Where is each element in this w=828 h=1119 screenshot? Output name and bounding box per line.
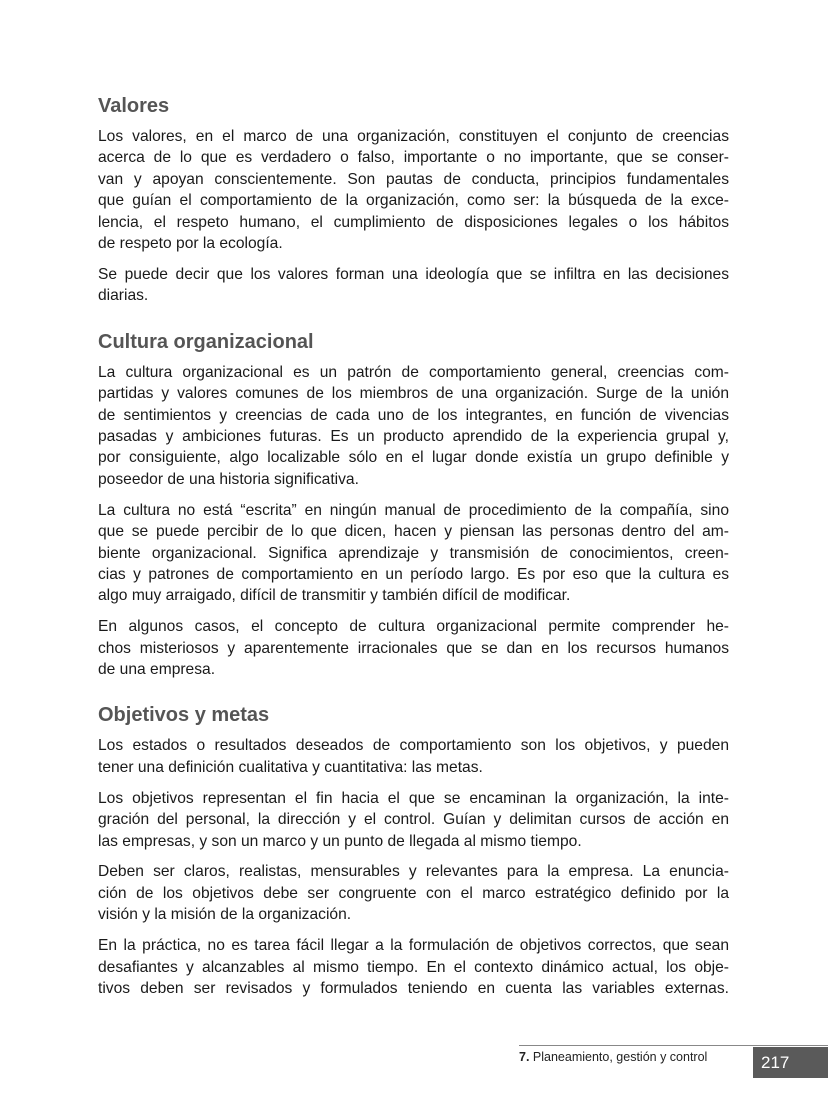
text-line: ción de los objetivos debe ser congruente con el marco estratégico definido por la <box>98 884 729 902</box>
text-line: poseedor de una historia significativa. <box>98 470 359 488</box>
text-line: Los valores, en el marco de una organización, constituyen el conjunto de creencias <box>98 128 729 145</box>
chapter-number: 7. <box>519 1050 530 1064</box>
text-line: tener una definición cualitativa y cuantitativa: las metas. <box>98 758 483 776</box>
text-line: pasadas y ambiciones futuras. Es un producto aprendido de la experiencia grupal y, <box>98 427 729 445</box>
section-heading: Cultura organizacional <box>98 330 314 353</box>
paragraph <box>98 788 729 852</box>
text-line: Se puede decir que los valores forman una ideología que se infiltra en las decisiones <box>98 265 729 283</box>
paragraph <box>98 362 729 490</box>
text-line: van y apoyan conscientemente. Son pautas de conducta, principios fundamentales <box>98 170 729 188</box>
text-line: que se puede percibir de lo que dicen, hacen y piensan las personas dentro del am- <box>98 523 729 541</box>
page-body <box>98 93 729 1021</box>
text-line: acerca de lo que es verdadero o falso, importante o no importante, que se conser- <box>98 149 729 167</box>
text-line: cias y patrones de comportamiento en un período largo. Es por eso que la cultura es <box>98 565 729 583</box>
text-line: La cultura no está “escrita” en ningún manual de procedimiento de la compañía, sino <box>98 501 729 519</box>
text-line: visión y la misión de la organización. <box>98 906 352 924</box>
text-line: algo muy arraigado, difícil de transmitir y también difícil de modificar. <box>98 587 571 605</box>
text-line: Los estados o resultados deseados de comportamiento son los objetivos, y pueden <box>98 737 729 755</box>
section-heading: Valores <box>98 95 170 117</box>
section-heading: Objetivos y metas <box>98 704 270 727</box>
text-line: La cultura organizacional es un patrón de comportamiento general, creencias com- <box>98 363 729 381</box>
paragraph <box>98 861 729 925</box>
text-line: lencia, el respeto humano, el cumplimiento de disposiciones legales o los hábitos <box>98 213 729 231</box>
text-line: que guían el comportamiento de la organización, como ser: la búsqueda de la exce- <box>98 192 729 210</box>
text-line: En algunos casos, el concepto de cultura organizacional permite comprender he- <box>98 618 729 636</box>
text-line: de sentimientos y creencias de cada uno de los integrantes, en función de vivencias <box>98 406 729 424</box>
paragraph <box>98 500 729 607</box>
text-line: gración del personal, la dirección y el control. Guían y delimitan cursos de acción en <box>98 811 729 829</box>
page-number: 217 <box>753 1047 828 1078</box>
paragraph <box>98 126 729 254</box>
text-line: por consiguiente, algo localizable sólo en el lugar donde existía un grupo definible y <box>98 449 729 467</box>
text-line: las empresas, y son un marco y un punto de llegada al mismo tiempo. <box>98 832 582 850</box>
text-line: chos misteriosos y aparentemente irracionales que se dan en los recursos humanos <box>98 639 729 657</box>
text-line: de respeto por la ecología. <box>98 235 283 253</box>
text-line: desafiantes y alcanzables al mismo tiempo. En el contexto dinámico actual, los obje- <box>98 958 729 976</box>
section <box>98 329 729 681</box>
running-footer <box>519 1050 707 1064</box>
paragraph <box>98 935 729 999</box>
footer-divider <box>519 1045 828 1046</box>
text-line: En la práctica, no es tarea fácil llegar a la formulación de objetivos correctos, que sean <box>98 937 729 955</box>
paragraph <box>98 616 729 680</box>
text-line: Los objetivos representan el fin hacia el que se encaminan la organización, la inte- <box>98 789 729 807</box>
paragraph <box>98 735 729 778</box>
text-line: partidas y valores comunes de los miembros de una organización. Surge de la unión <box>98 385 729 403</box>
section <box>98 702 729 999</box>
section <box>98 93 729 307</box>
text-line: Deben ser claros, realistas, mensurables y relevantes para la empresa. La enuncia- <box>98 863 729 881</box>
text-line: tivos deben ser revisados y formulados teniendo en cuenta las variables externas. <box>98 980 729 997</box>
text-line: de una empresa. <box>98 661 216 679</box>
paragraph <box>98 264 729 307</box>
text-line: biente organizacional. Significa aprendizaje y transmisión de conocimientos, creen- <box>98 544 729 562</box>
text-line: diarias. <box>98 287 149 305</box>
chapter-title: Planeamiento, gestión y control <box>529 1050 708 1064</box>
